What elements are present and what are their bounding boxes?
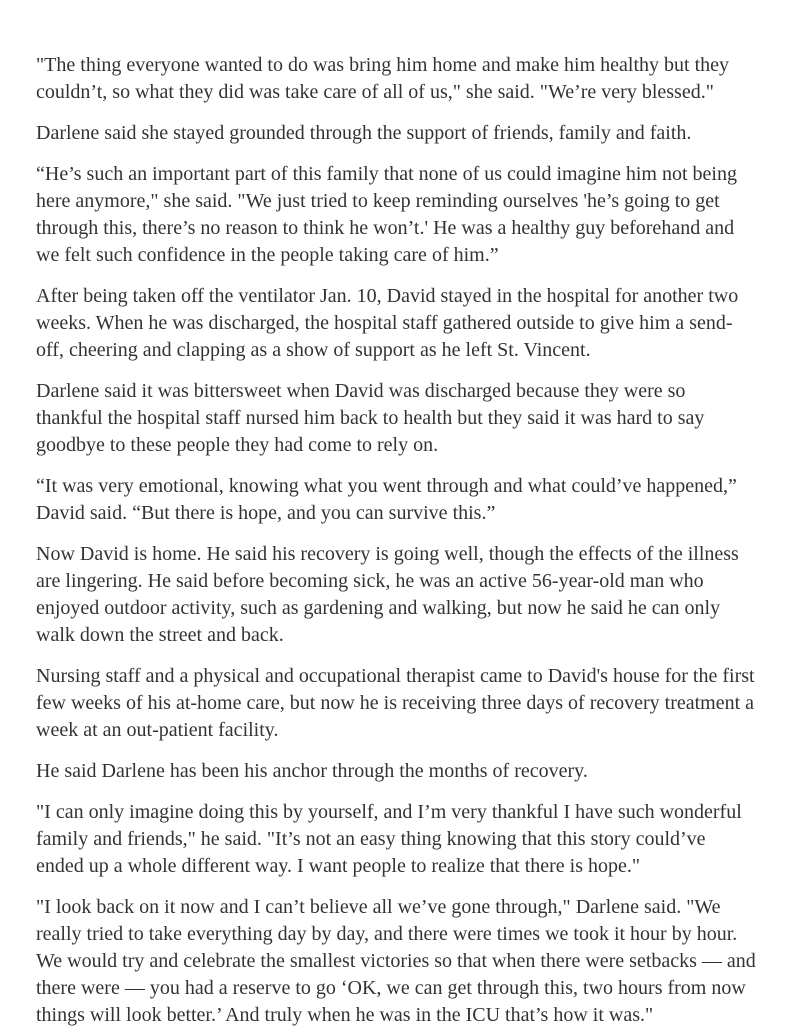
paragraph: Darlene said she stayed grounded through the support of friends, family and faith. [36,122,692,144]
paragraph: Nursing staff and a physical and occupational therapist came to David's house for the first few weeks of his at-home care, but now he is receiving three days of recovery treatment a week at an out-patient facility. [36,665,755,741]
paragraph: "I can only imagine doing this by yourself, and I’m very thankful I have such wonderful family and friends," he said. "It’s not an easy thing knowing that this story could’ve ended up a whole different way. I want people to realize that there is hope." [36,801,742,877]
paragraph: “It was very emotional, knowing what you went through and what could’ve happened,” David said. “But there is hope, and you can survive this.” [36,475,737,524]
paragraph: "The thing everyone wanted to do was bring him home and make him healthy but they couldn’t, so what they did was take care of all of us," she said. "We’re very blessed." [36,54,729,103]
paragraph: Darlene said it was bittersweet when David was discharged because they were so thankful the hospital staff nursed him back to health but they said it was hard to say goodbye to these people they had come to rely on. [36,380,705,456]
paragraph: Now David is home. He said his recovery is going well, though the effects of the illness are lingering. He said before becoming sick, he was an active 56-year-old man who enjoyed outdoor activity, such as gardening and walking, but now he said he can only walk down the street and back. [36,543,739,646]
paragraph: "I look back on it now and I can’t believe all we’ve gone through," Darlene said. "We really tried to take everything day by day, and there were times we took it hour by hour. We would try and celebrate the smallest victories so that when there were setbacks — and there were — you had a reserve to go ‘OK, we can get through this, two hours from now things will look better.’ And truly when he was in the ICU that’s how it was." [36,896,756,1026]
paragraph: He said Darlene has been his anchor through the months of recovery. [36,760,588,782]
paragraph: “He’s such an important part of this family that none of us could imagine him not being here anymore," she said. "We just tried to keep reminding ourselves 'he’s going to get through this, there’s no reason to think he won’t.' He was a healthy guy beforehand and we felt such confidence in the people taking care of him.” [36,163,737,266]
paragraph: After being taken off the ventilator Jan. 10, David stayed in the hospital for another two weeks. When he was discharged, the hospital staff gathered outside to give him a send-off, cheering and clapping as a show of support as he left St. Vincent. [36,285,739,361]
